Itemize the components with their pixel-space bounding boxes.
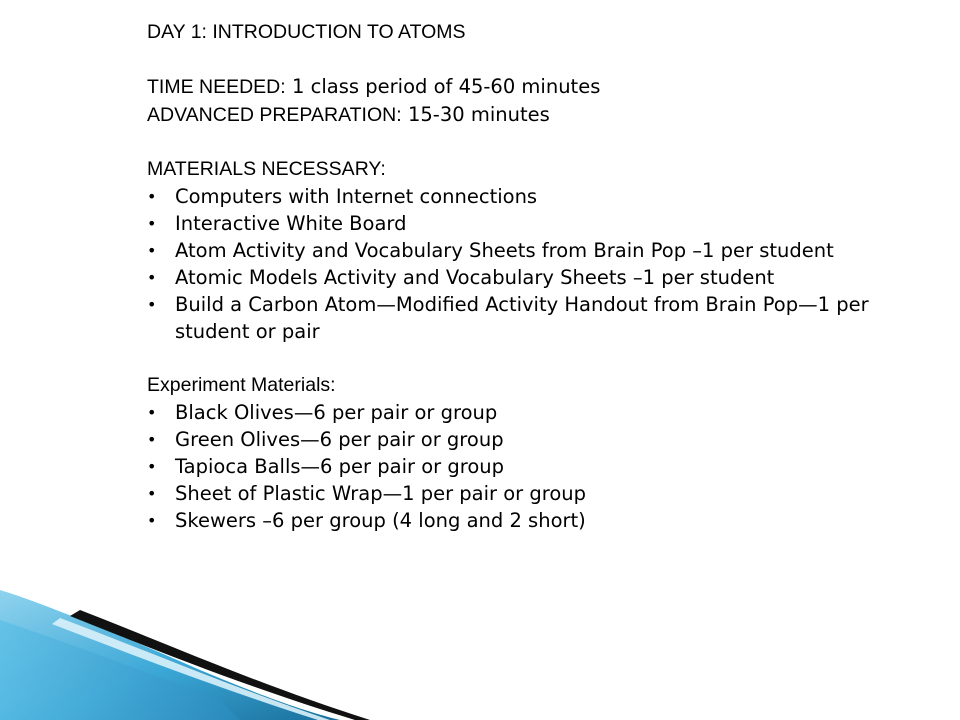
- slide-title: DAY 1: INTRODUCTION TO ATOMS: [147, 21, 466, 43]
- materials-list: [147, 183, 927, 345]
- time-needed-row: [147, 73, 927, 101]
- list-item-text: Atomic Models Activity and Vocabulary Sheets –1 per student: [175, 266, 775, 289]
- experiment-heading: Experiment Materials:: [147, 374, 336, 396]
- bullet-icon: •: [147, 457, 157, 476]
- bullet-icon: •: [147, 403, 157, 422]
- list-item-text: Build a Carbon Atom—Modified Activity Handout from Brain Pop—1 per student or pair: [175, 293, 869, 343]
- list-item-text: Computers with Internet connections: [175, 185, 538, 208]
- spacer: [147, 129, 927, 156]
- time-needed-label: TIME NEEDED:: [147, 76, 286, 98]
- advanced-preparation-value: 15-30 minutes: [407, 103, 550, 126]
- spacer: [147, 345, 927, 372]
- list-item: [147, 426, 927, 453]
- list-item: [147, 507, 927, 534]
- bullet-icon: •: [147, 214, 157, 233]
- bullet-icon: •: [147, 295, 157, 314]
- list-item: [147, 264, 927, 291]
- experiment-list: [147, 399, 927, 534]
- list-item-text: Black Olives—6 per pair or group: [175, 401, 498, 424]
- list-item: [147, 480, 927, 507]
- bullet-icon: •: [147, 484, 157, 503]
- slide-content: [147, 19, 927, 534]
- bullet-icon: •: [147, 241, 157, 260]
- time-needed-value: 1 class period of 45-60 minutes: [292, 75, 601, 98]
- list-item: [147, 453, 927, 480]
- bullet-icon: •: [147, 268, 157, 287]
- list-item-text: Tapioca Balls—6 per pair or group: [175, 455, 504, 478]
- list-item: [147, 237, 927, 264]
- bullet-icon: •: [147, 511, 157, 530]
- materials-heading: MATERIALS NECESSARY:: [147, 158, 386, 180]
- list-item-text: Green Olives—6 per pair or group: [175, 428, 504, 451]
- decorative-wave-corner: [0, 590, 380, 720]
- list-item: [147, 291, 927, 345]
- bullet-icon: •: [147, 430, 157, 449]
- list-item-text: Skewers –6 per group (4 long and 2 short): [175, 509, 586, 532]
- advanced-preparation-row: [147, 101, 927, 129]
- bullet-icon: •: [147, 187, 157, 206]
- list-item: [147, 399, 927, 426]
- list-item: [147, 183, 927, 210]
- list-item-text: Atom Activity and Vocabulary Sheets from Brain Pop –1 per student: [175, 239, 834, 262]
- advanced-preparation-label: ADVANCED PREPARATION:: [147, 104, 402, 126]
- list-item: [147, 210, 927, 237]
- list-item-text: Sheet of Plastic Wrap—1 per pair or group: [175, 482, 587, 505]
- spacer: [147, 46, 927, 73]
- list-item-text: Interactive White Board: [175, 212, 407, 235]
